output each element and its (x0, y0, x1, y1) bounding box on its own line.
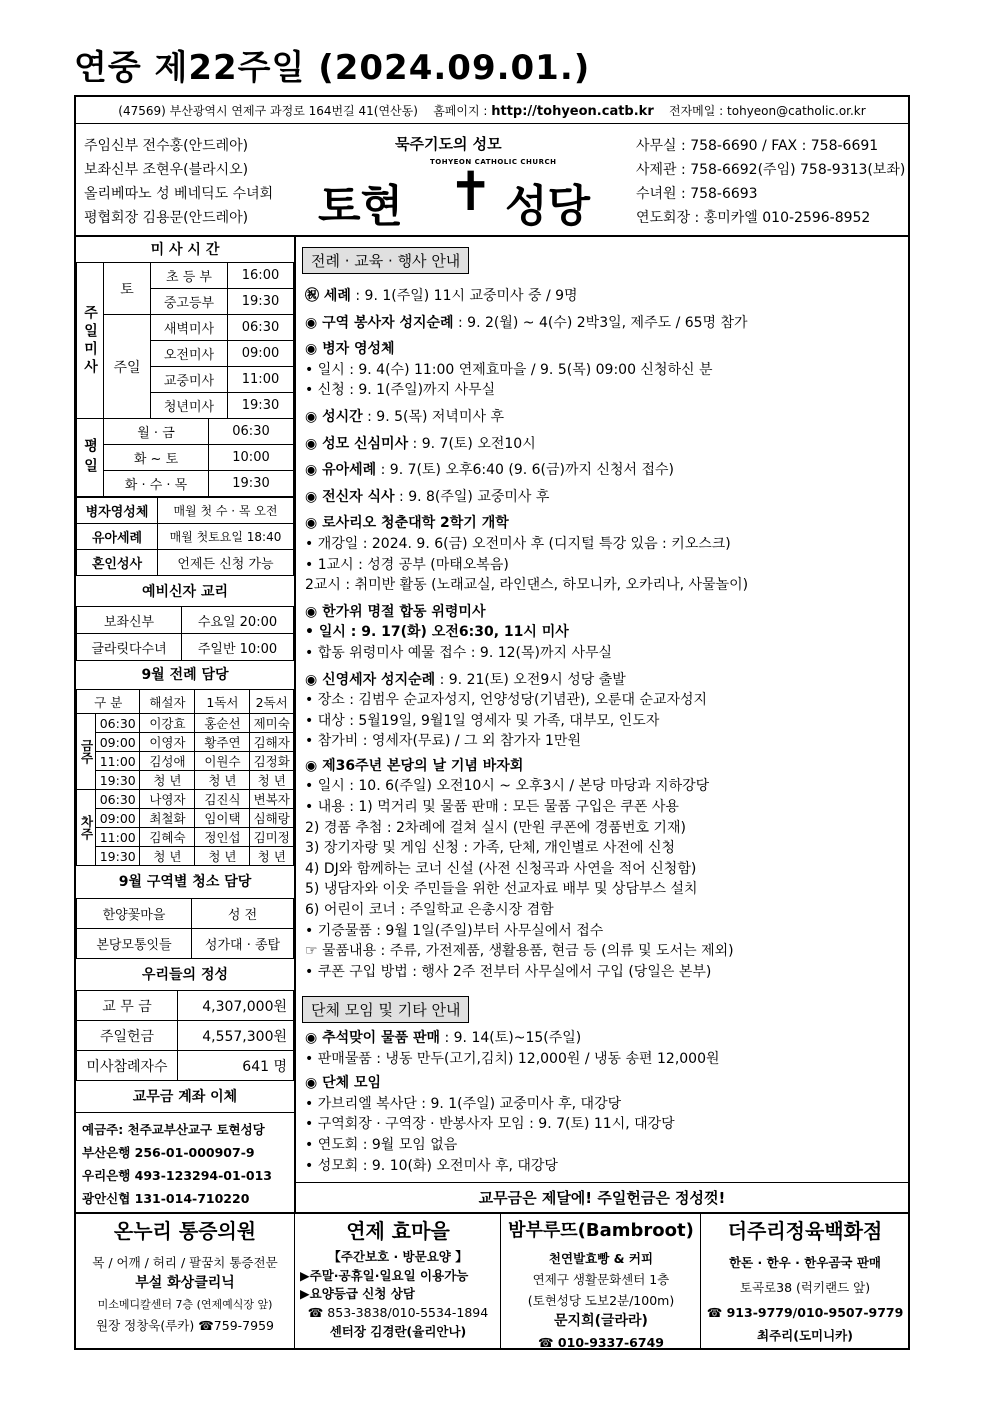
sacrament-time: 매월 첫 수 · 목 오전 (158, 498, 294, 524)
mass-name: 청년미사 (151, 393, 228, 419)
ad-title: 더주리정육백화점 (727, 1219, 883, 1243)
cleaning-title: 9월 구역별 청소 담당 (118, 874, 252, 890)
ad-line: 센터장 김경란(율리안나) (329, 1324, 467, 1339)
page-title: 연중 제22주일 (2024.09.01.) (74, 48, 591, 88)
liturgy-cell: 정인섭 (195, 828, 250, 847)
email-label: 전자메일 : (669, 104, 728, 118)
offering-table (76, 990, 294, 1081)
notice-line (305, 690, 748, 711)
liturgy-cell: 제미숙 (250, 714, 294, 733)
account-list (82, 1118, 272, 1210)
offering-value: 4,307,000원 (178, 991, 294, 1021)
staff-item: 보좌신부 조현우(블라시오) (84, 162, 249, 178)
notice-text: : 9. 14(토)~15(주일) (440, 1030, 582, 1046)
liturgy-cell: 김성애 (140, 752, 195, 771)
notice-head: ◉ 한가위 명절 합동 위령미사 (305, 603, 486, 620)
ad-divider (294, 1212, 295, 1348)
ad-line: ▶주말·공휴일·일요일 이용가능 (300, 1268, 469, 1283)
notice-text: ☞ 물품내용 : 주류, 가전제품, 생활용품, 현금 등 (의류 및 도서는 제외) (305, 943, 734, 960)
contact-item: 사무실 : 758-6690 / FAX : 758-6691 (636, 138, 879, 154)
liturgy-header: 2독서 (250, 690, 294, 714)
ad-line: ☎ 010-9337-6749 (538, 1335, 664, 1350)
catechism-time: 수요일 20:00 (182, 607, 294, 634)
sacrament-name: 유아세례 (77, 524, 158, 550)
liturgy-cell: 이강효 (140, 714, 195, 733)
notice-line (305, 1094, 720, 1115)
notice-line (305, 407, 748, 428)
ad-butcher (702, 1212, 908, 1346)
notice-text: : 9. 2(월) ~ 4(수) 2박3일, 제주도 / 65명 참가 (453, 314, 748, 331)
liturgy-header: 구 분 (77, 690, 140, 714)
ad-line: 연제구 생활문화센터 1층 (532, 1272, 670, 1287)
notice-head: ◉ 성모 신심미사 (305, 435, 409, 452)
liturgy-cell: 임이택 (195, 809, 250, 828)
notice-text: • 일시 : 10. 6(주일) 오전10시 ~ 오후3시 / 본당 마당과 지하강당 (305, 778, 710, 795)
weekday-days: 월 · 금 (104, 419, 209, 445)
notice-line (305, 643, 748, 664)
mass-title: 미 사 시 간 (150, 242, 220, 258)
week-label: 차주 (77, 790, 96, 866)
liturgy-cell: 나영자 (140, 790, 195, 809)
email-link[interactable]: tohyeon@catholic.or.kr (727, 104, 866, 118)
liturgy-cell: 홍순선 (195, 714, 250, 733)
notice-line (305, 534, 748, 555)
mass-name: 교중미사 (151, 367, 228, 393)
contact-item: 수녀원 : 758-6693 (636, 186, 758, 202)
notice-text: : 9. 8(주일) 교중미사 후 (394, 488, 550, 505)
notice-line (305, 879, 748, 900)
mass-time: 10:00 (209, 445, 294, 471)
liturgy-time: 19:30 (96, 771, 140, 790)
liturgy-time: 11:00 (96, 828, 140, 847)
liturgy-time: 06:30 (96, 714, 140, 733)
sacrament-time: 언제든 신청 가능 (158, 550, 294, 576)
staff-list (84, 134, 273, 230)
notice-line (305, 313, 748, 334)
account-number: 부산은행 256-01-000907-9 (82, 1145, 255, 1160)
week-label: 금주 (77, 714, 96, 790)
notice-text: • 판매물품 : 냉동 만두(고기,김치) 12,000원 / 냉동 송편 12,000원 (305, 1050, 720, 1067)
mass-time: 06:30 (209, 419, 294, 445)
sacrament-time: 매월 첫토요일 18:40 (158, 524, 294, 550)
homepage-link[interactable]: http://tohyeon.catb.kr (491, 104, 654, 119)
notice-text: • 기증물품 : 9월 1일(주일)부터 사무실에서 접수 (305, 922, 604, 939)
liturgy-cell: 청 년 (195, 771, 250, 790)
logo-name-right: 성당 (505, 181, 591, 232)
divider (76, 235, 908, 237)
notice-section-title: 전례 · 교육 · 행사 안내 (302, 247, 469, 274)
notice-text: : 9. 1(주일) 11시 교중미사 중 / 9명 (350, 288, 578, 304)
cleaning-table (76, 898, 294, 959)
notice-line (305, 460, 748, 481)
divider (76, 1112, 294, 1113)
notice-line (305, 962, 748, 983)
catechism-title: 예비신자 교리 (141, 584, 229, 600)
ad-care-center (296, 1212, 500, 1341)
liturgy-cell: 청 년 (250, 847, 294, 866)
account-number: 우리은행 493-123294-01-013 (82, 1168, 272, 1183)
slogan: 교무금은 제달에! 주일헌금은 정성껏! (478, 1189, 726, 1207)
contact-item: 사제관 : 758-6692(주임) 758-9313(보좌) (636, 162, 906, 178)
notice-line (305, 776, 748, 797)
liturgy-cell: 청 년 (250, 771, 294, 790)
offering-label: 미사참례자수 (77, 1051, 178, 1081)
ad-title: 밤부루뜨(Bambroot) (508, 1220, 694, 1241)
notice-text: • 신청 : 9. 1(주일)까지 사무실 (305, 382, 496, 399)
notice-head: ◉ 추석맞이 물품 판매 (305, 1030, 441, 1046)
account-holder: 예금주: 천주교부산교구 토현성당 (82, 1122, 265, 1137)
liturgy-cell: 김미정 (250, 828, 294, 847)
ad-line: 원장 정창욱(루카) ☎759-7959 (96, 1318, 274, 1333)
notice-line (305, 575, 748, 596)
catechism-table (76, 606, 294, 661)
notice-line (305, 859, 748, 880)
mass-time: 19:30 (209, 471, 294, 497)
contact-item: 연도회장 : 홍미카엘 010-2596-8952 (636, 210, 871, 226)
sacrament-name: 혼인성사 (77, 550, 158, 576)
notice-line (305, 555, 748, 576)
mass-name: 중고등부 (151, 289, 228, 315)
notice-head: ◉ 성시간 (305, 408, 363, 425)
weekday-days: 화 · 수 · 목 (104, 471, 209, 497)
catechism-teacher: 글라릿다수녀 (77, 634, 182, 661)
weekday-mass-table (76, 418, 294, 497)
notice-text: 4) DJ와 함께하는 코너 신설 (사전 신청곡과 사연을 적어 신청함) (305, 860, 697, 877)
ad-line: 미소메디칼센터 7층 (연제예식장 앞) (97, 1298, 273, 1311)
notice-head: ◉ 유아세례 (305, 462, 377, 479)
staff-item: 올리베따노 성 베네딕도 수녀회 (84, 186, 274, 202)
ad-title: 연제 효마을 (346, 1219, 450, 1243)
liturgy-cell: 청 년 (195, 847, 250, 866)
notice-text: : 9. 7(토) 오전10시 (408, 435, 536, 452)
ad-bakery (502, 1212, 700, 1353)
notice-line (305, 1114, 720, 1135)
cleaning-area: 본당모통잇들 (77, 929, 192, 959)
notice-line (305, 1135, 720, 1156)
cross-icon: ✝ (448, 160, 494, 223)
notice-text: : 9. 5(목) 저녁미사 후 (362, 408, 504, 425)
notice-text: • 가브리엘 복사단 : 9. 1(주일) 교중미사 후, 대강당 (305, 1095, 622, 1112)
account-number: 광안신협 131-014-710220 (82, 1191, 250, 1206)
notice-line (305, 434, 748, 455)
liturgy-cell: 변복자 (250, 790, 294, 809)
catechism-time: 주일반 10:00 (182, 634, 294, 661)
notice-text: 6) 어린이 코너 : 주일학교 은총시장 겸함 (305, 902, 554, 919)
address: (47569) 부산광역시 연제구 과정로 164번길 41(연산동) (118, 104, 418, 118)
weekday-days: 화 ~ 토 (104, 445, 209, 471)
sunday-label: 주일 (104, 315, 151, 419)
notice-line (305, 1028, 720, 1049)
sunday-mass-label: 주일미사 (77, 263, 104, 419)
liturgy-time: 09:00 (96, 809, 140, 828)
notice-line (305, 1049, 720, 1070)
liturgy-cell: 이영자 (140, 733, 195, 752)
notice-head: ◉ 전신자 식사 (305, 488, 395, 505)
ad-line: (토현성당 도보2분/100m) (527, 1293, 675, 1308)
offering-value: 4,557,300원 (178, 1021, 294, 1051)
sacrament-name: 병자영성체 (77, 498, 158, 524)
ad-clinic (76, 1212, 294, 1336)
notice-line (305, 339, 748, 360)
notice-line (305, 838, 748, 859)
liturgy-time: 19:30 (96, 847, 140, 866)
notice-line (305, 1073, 720, 1094)
notice-line (305, 1156, 720, 1177)
ad-line: ☎ 913-9779/010-9507-9779 (706, 1305, 904, 1320)
liturgy-time: 09:00 (96, 733, 140, 752)
notice-text: 2) 경품 추첨 : 2차례에 걸쳐 실시 (만원 쿠폰에 경품번호 기재) (305, 819, 686, 836)
notice-text: 5) 냉담자와 이웃 주민들을 위한 선교자료 배부 및 상담부스 설치 (305, 881, 698, 898)
notice-text: • 일시 : 9. 17(화) 오전6:30, 11시 미사 (305, 624, 569, 641)
notice-line (305, 286, 748, 307)
notice-line (305, 900, 748, 921)
notice-section-title: 단체 모임 및 기타 안내 (302, 996, 469, 1023)
notice-text: • 대상 : 5월19일, 9월1일 영세자 및 가족, 대부모, 인도자 (305, 712, 660, 729)
notice-text: • 합동 위령미사 예물 접수 : 9. 12(목)까지 사무실 (305, 644, 613, 661)
notice-line (305, 818, 748, 839)
liturgy-time: 06:30 (96, 790, 140, 809)
notice-text: : 9. 21(토) 오전9시 성당 출발 (435, 671, 626, 688)
notice-text: • 내용 : 1) 먹거리 및 물품 판매 : 모든 물품 구입은 쿠폰 사용 (305, 799, 679, 816)
notice-line (305, 797, 748, 818)
ad-line: 【주간보호 · 방문요양 】 (328, 1249, 468, 1264)
notice-head: ◉ 로사리오 청춘대학 2학기 개학 (305, 515, 509, 532)
mass-time: 09:00 (228, 341, 294, 367)
ad-line: 부설 화상클리닉 (135, 1275, 235, 1291)
notice-line (305, 602, 748, 623)
notice-head: ◉ 구역 봉사자 성지순례 (305, 314, 454, 331)
mass-name: 초 등 부 (151, 263, 228, 289)
notice-line (305, 670, 748, 691)
mass-name: 새벽미사 (151, 315, 228, 341)
cleaning-place: 성 전 (192, 899, 294, 929)
notice-text: 2교시 : 취미반 활동 (노래교실, 라인댄스, 하모니카, 오카리나, 사물놀이) (305, 577, 749, 594)
contact-list (636, 134, 905, 230)
divider (76, 123, 908, 124)
liturgy-cell: 최철화 (140, 809, 195, 828)
notice-text: : 9. 7(토) 오후6:40 (9. 6(금)까지 신청서 접수) (376, 462, 675, 479)
mass-time: 19:30 (228, 393, 294, 419)
liturgy-header: 해설자 (140, 690, 195, 714)
offering-label: 주일헌금 (77, 1021, 178, 1051)
saturday-label: 토 (104, 263, 151, 315)
mass-time: 16:00 (228, 263, 294, 289)
notice-line (305, 921, 748, 942)
liturgy-cell: 청 년 (140, 771, 195, 790)
catechism-teacher: 보좌신부 (77, 607, 182, 634)
logo-name-left: 토현 (318, 181, 404, 232)
mass-time: 11:00 (228, 367, 294, 393)
notice-text: • 구역회장 · 구역장 · 반봉사자 모임 : 9. 7(토) 11시, 대강당 (305, 1116, 675, 1133)
liturgy-cell: 김해자 (250, 733, 294, 752)
notice-text: • 연도회 : 9월 모임 없음 (305, 1136, 458, 1153)
weekday-label: 평일 (77, 419, 104, 497)
notice-head: ◉ 단체 모임 (305, 1075, 382, 1092)
notice-list-1 (305, 286, 748, 982)
notice-head: ㊗ 세례 (305, 288, 351, 304)
mass-name: 오전미사 (151, 341, 228, 367)
liturgy-cell: 청 년 (140, 847, 195, 866)
notice-line (305, 756, 748, 777)
offering-label: 교 무 금 (77, 991, 178, 1021)
address-bar (76, 99, 908, 123)
offering-title: 우리들의 정성 (141, 967, 229, 983)
ad-line: 최주리(도미니카) (757, 1328, 853, 1343)
ad-line: ☎ 853-3838/010-5534-1894 (307, 1305, 489, 1320)
account-title: 교무금 계좌 이체 (132, 1089, 238, 1105)
logo-arc-text: TOHYEON CATHOLIC CHURCH (430, 158, 557, 166)
sacrament-table (76, 497, 294, 576)
notice-line (305, 487, 748, 508)
ad-line: 목 / 어깨 / 허리 / 팔꿈치 통증전문 (92, 1255, 278, 1270)
divider (296, 1182, 908, 1183)
notice-line (305, 513, 748, 534)
notice-text: 3) 장기자랑 및 게임 신청 : 가족, 단체, 개인별로 사전에 신청 (305, 840, 676, 857)
staff-item: 주임신부 전수홍(안드레아) (84, 138, 249, 154)
ad-line: 천연발효빵 & 커피 (548, 1251, 654, 1266)
ad-divider (700, 1212, 701, 1348)
liturgy-cell: 김진식 (195, 790, 250, 809)
ad-line: 문지희(글라라) (554, 1313, 648, 1329)
logo-subtitle: 묵주기도의 성모 (395, 135, 502, 153)
notice-line (305, 731, 748, 752)
notice-head: ◉ 제36주년 본당의 날 기념 바자회 (305, 757, 524, 774)
notice-head: ◉ 병자 영성체 (305, 341, 395, 358)
notice-line (305, 941, 748, 962)
homepage-label: 홈페이지 : (433, 104, 492, 118)
ad-divider (500, 1212, 501, 1348)
notice-text: • 장소 : 김범우 순교자성지, 언양성당(기념관), 오룬대 순교자성지 (305, 692, 708, 709)
notice-line (305, 360, 748, 381)
cleaning-place: 성가대 · 종탑 (192, 929, 294, 959)
mass-time: 19:30 (228, 289, 294, 315)
liturgy-title: 9월 전례 담당 (141, 667, 229, 683)
liturgy-cell: 심해랑 (250, 809, 294, 828)
ad-line: 토곡로38 (럭키랜드 앞) (739, 1280, 871, 1295)
notice-text: • 성모회 : 9. 10(화) 오전미사 후, 대강당 (305, 1157, 558, 1174)
offering-value: 641 명 (178, 1051, 294, 1081)
liturgy-header: 1독서 (195, 690, 250, 714)
liturgy-cell: 김혜숙 (140, 828, 195, 847)
liturgy-table (76, 689, 294, 866)
notice-text: • 일시 : 9. 4(수) 11:00 연제효마을 / 9. 5(목) 09:00 신청하신 분 (305, 361, 713, 378)
notice-line (305, 711, 748, 732)
notice-line (305, 622, 748, 643)
notice-text: • 1교시 : 성경 공부 (마태오복음) (305, 556, 509, 573)
notice-text: • 쿠폰 구입 방법 : 행사 2주 전부터 사무실에서 구입 (당일은 본부) (305, 963, 712, 980)
liturgy-time: 11:00 (96, 752, 140, 771)
mass-time: 06:30 (228, 315, 294, 341)
ad-title: 온누리 통증의원 (113, 1219, 257, 1243)
mass-table (76, 262, 294, 419)
ad-line: ▶요양등급 신청 상담 (300, 1286, 415, 1301)
ad-line: 한돈 · 한우 · 한우곰국 판매 (728, 1255, 881, 1270)
notice-text: • 참가비 : 영세자(무료) / 그 외 참가자 1만원 (305, 733, 581, 750)
notice-list-2 (305, 1028, 720, 1176)
cleaning-area: 한양꽃마을 (77, 899, 192, 929)
notice-head: ◉ 신영세자 성지순례 (305, 671, 436, 688)
notice-line (305, 380, 748, 401)
staff-item: 평협회장 김용문(안드레아) (84, 210, 249, 226)
column-divider (294, 237, 296, 1212)
liturgy-cell: 김정화 (250, 752, 294, 771)
notice-text: • 개강일 : 2024. 9. 6(금) 오전미사 후 (디지털 특강 있음 : 키오스크) (305, 535, 731, 552)
liturgy-cell: 황주연 (195, 733, 250, 752)
liturgy-cell: 이원수 (195, 752, 250, 771)
